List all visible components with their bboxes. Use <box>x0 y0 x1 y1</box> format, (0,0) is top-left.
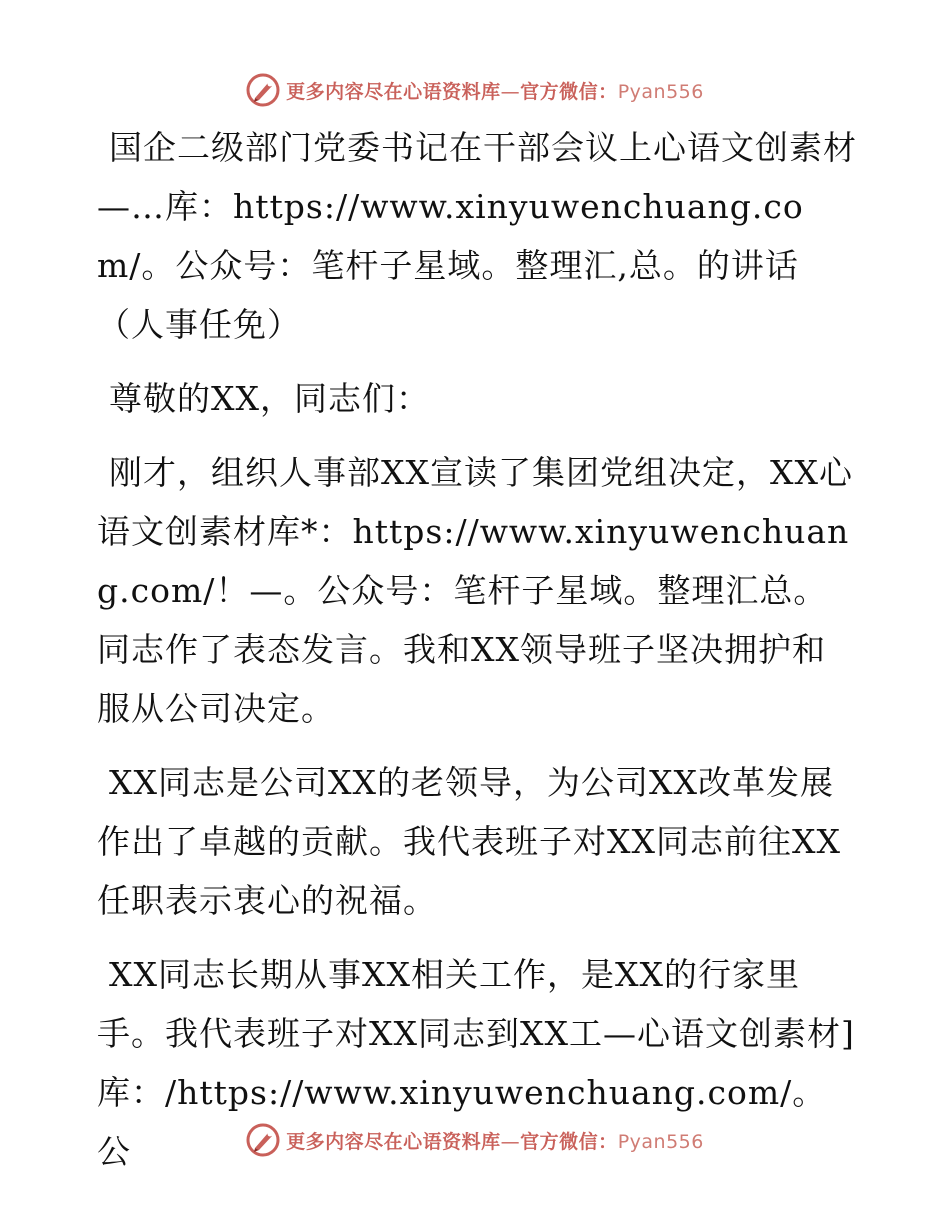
paragraph: XX同志是公司XX的老领导，为公司XX改革发展作出了卓越的贡献。我代表班子对XX同志前往XX任职表示衷心的祝福。 <box>97 763 841 920</box>
document-body <box>97 118 857 1181</box>
pen-logo-icon <box>246 1123 280 1157</box>
paragraph: 刚才，组织人事部XX宣读了集团党组决定，XX心语文创素材库*：https://www.xinyuwenchuang.com/！—。公众号：笔杆子星域。整理汇总。同志作了表态发言。我和XX领导班子坚决拥护和服从公司决定。 <box>97 453 853 728</box>
paragraph: XX同志长期从事XX相关工作，是XX的行家里手。我代表班子对XX同志到XX工—心语文创素材]库：/https://www.xinyuwenchuang.com/。公 <box>97 955 855 1171</box>
watermark-site-name: 更多内容尽在心语资料库 <box>286 80 501 103</box>
salutation: 尊敬的XX，同志们： <box>109 379 430 418</box>
watermark-dash: — <box>500 1130 521 1153</box>
footer-watermark <box>0 1120 950 1160</box>
watermark-wechat-label: 官方微信： <box>520 1130 618 1153</box>
watermark-dash: — <box>500 80 521 103</box>
watermark-text <box>286 1127 704 1154</box>
watermark-site-name: 更多内容尽在心语资料库 <box>286 1130 501 1153</box>
watermark-wechat-id: Pyan556 <box>617 80 704 103</box>
watermark-wechat-id: Pyan556 <box>617 1130 704 1153</box>
watermark-wechat-label: 官方微信： <box>520 80 618 103</box>
document-title: 国企二级部门党委书记在干部会议上心语文创素材—…库：https://www.xinyuwenchuang.com/。公众号：笔杆子星域。整理汇,总。的讲话（人事任免） <box>97 128 857 344</box>
pen-logo-icon <box>246 73 280 107</box>
header-watermark <box>0 70 950 110</box>
watermark-text <box>286 77 704 104</box>
